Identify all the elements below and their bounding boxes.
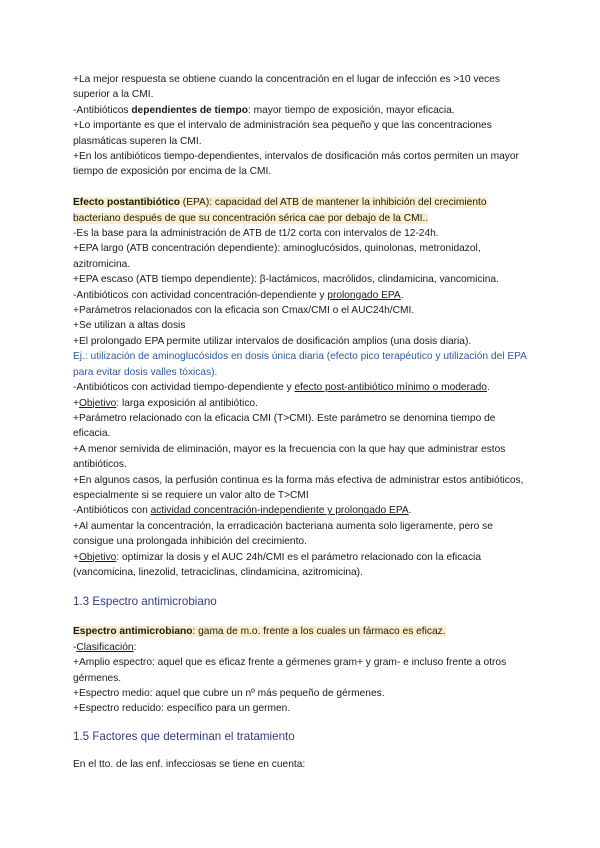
paragraph: +El prolongado EPA permite utilizar intervalos de dosificación amplios (una dosis diaria). [73, 335, 472, 347]
epa-term: Efecto postantibiótico [73, 197, 180, 209]
paragraph: +La mejor respuesta se obtiene cuando la concentración en el lugar de infección es >10 veces superior a la CMI. [73, 74, 501, 101]
section-heading: 1.3 Espectro antimicrobiano [73, 595, 217, 609]
text: : larga exposición al antibiótico. [116, 397, 258, 409]
text: : mayor tiempo de exposición, mayor eficacia. [247, 104, 455, 116]
paragraph [73, 103, 531, 118]
paragraph [73, 640, 531, 655]
spectrum-definition [73, 624, 531, 639]
paragraph [73, 288, 531, 303]
paragraph: +Parámetro relacionado con la eficacia CMI (T>CMI). Este parámetro se denomina tiempo de eficacia. [73, 412, 496, 440]
text: - [73, 641, 77, 653]
paragraph: +Parámetros relacionados con la eficacia son Cmax/CMI o el AUC24h/CMI. [73, 305, 415, 317]
paragraph: +Al aumentar la concentración, la erradicación bacteriana aumenta solo ligeramente, pero se consigue una prolongada inhibición del crecimiento. [73, 520, 493, 548]
text: -Antibióticos con actividad tiempo-dependiente y [73, 382, 295, 394]
underlined-text: Objetivo [78, 397, 117, 409]
text: + [73, 397, 79, 409]
section-heading: 1.5 Factores que determinan el tratamiento [73, 729, 295, 743]
paragraph [73, 380, 531, 395]
paragraph: +Se utilizan a altas dosis [73, 320, 186, 332]
paragraph: +Espectro medio: aquel que cubre un nº más pequeño de gérmenes. [73, 688, 385, 700]
paragraph: +Amplio espectro: aquel que es eficaz frente a gérmenes gram+ y gram- e incluso frente a otros gérmenes. [73, 657, 507, 684]
text: . [408, 505, 412, 517]
epa-definition [73, 195, 531, 226]
text: -Antibióticos [73, 104, 132, 116]
paragraph: +Lo importante es que el intervalo de administración sea pequeño y que las concentraciones plasmáticas superen la CMI. [73, 120, 492, 147]
paragraph: +En algunos casos, la perfusión continua es la forma más efectiva de administrar estos antibióticos, especialmente si se requiere un valor alto de T>CMI [73, 474, 524, 501]
underlined-text: prolongado EPA [327, 289, 401, 301]
paragraph: -Es la base para la administración de ATB de t1/2 corta con intervalos de 12-24h. [73, 228, 439, 240]
text: . [486, 382, 490, 394]
text: -Antibióticos con actividad concentración-dependiente y [73, 289, 328, 301]
underlined-text: Clasificación [76, 641, 134, 653]
paragraph [73, 396, 531, 411]
paragraph: +EPA largo (ATB concentración dependiente): aminoglucósidos, quinolonas, metronidazol, azitromicina. [73, 243, 481, 270]
paragraph: +A menor semivida de eliminación, mayor es la frecuencia con la que hay que administrar estos antibióticos. [73, 443, 506, 471]
text: -Antibióticos con [73, 505, 151, 517]
example-note: Ej.: utilización de aminoglucósidos en dosis única diaria (efecto pico terapéutico y utilización del EPA para evitar dosis valles tóxicas). [73, 351, 527, 378]
text: . [400, 289, 404, 301]
paragraph: +EPA escaso (ATB tiempo dependiente): β-lactámicos, macrólidos, clindamicina, vancomicina. [73, 274, 499, 286]
bold-term: dependientes de tiempo [131, 104, 248, 116]
paragraph: +Espectro reducido: específico para un germen. [73, 703, 291, 715]
spectrum-term: Espectro antimicrobiano [73, 626, 193, 638]
epa-definition-text: (EPA): capacidad del ATB de mantener la inhibición del crecimiento bacteriano después de que su concentración sérica cae por debajo de la CMI.. [73, 197, 487, 224]
paragraph: En el tto. de las enf. infecciosas se tiene en cuenta: [73, 758, 306, 770]
paragraph [73, 503, 531, 518]
spectrum-definition-text: : gama de m.o. frente a los cuales un fármaco es eficaz. [192, 626, 446, 638]
paragraph: +En los antibióticos tiempo-dependientes, intervalos de dosificación más cortos permiten un mayor tiempo de exposición por encima de la CMI. [73, 151, 519, 178]
text: : optimizar la dosis y el AUC 24h/CMI es el parámetro relacionado con la eficacia (vancomicina, linezolid, tetraciclinas, clindamicina, azitromicina). [73, 551, 481, 578]
document-page [73, 72, 531, 772]
underlined-text: actividad concentración-independiente y prolongado EPA [150, 505, 409, 517]
text: + [73, 551, 79, 563]
underlined-text: efecto post-antibiótico mínimo o moderado [294, 382, 487, 394]
paragraph [73, 550, 531, 581]
text: : [133, 641, 137, 653]
underlined-text: Objetivo [78, 551, 117, 563]
